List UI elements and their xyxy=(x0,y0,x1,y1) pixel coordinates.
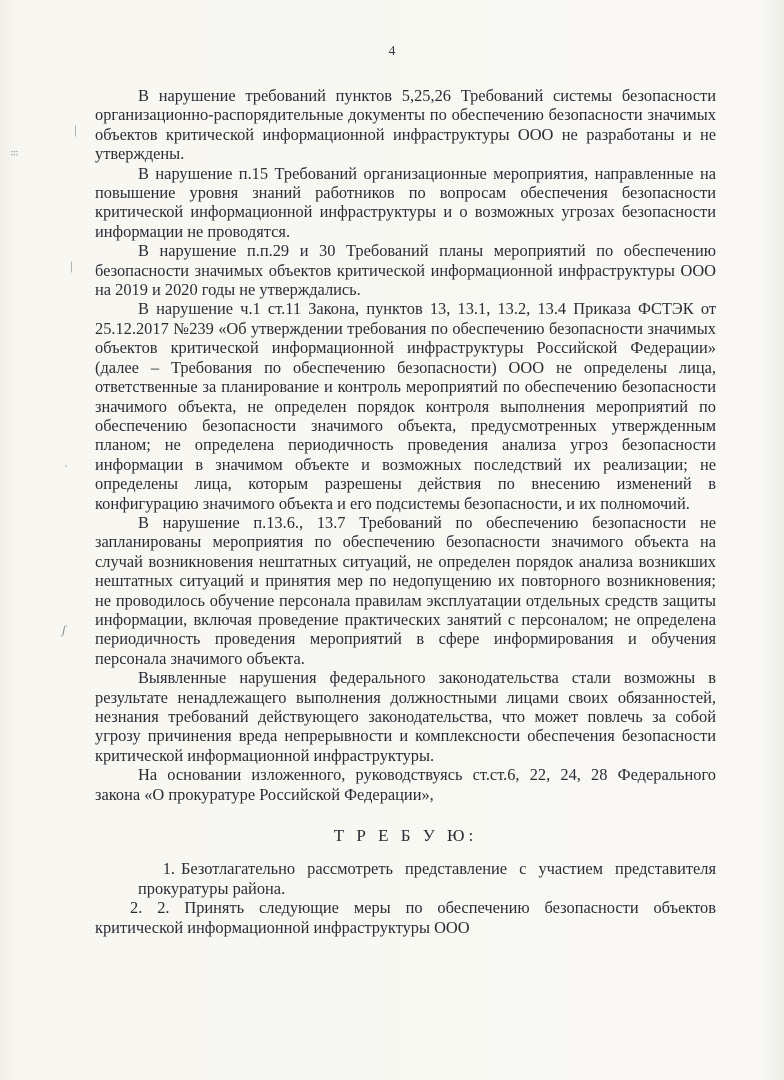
demand-heading: Т Р Е Б У Ю: xyxy=(333,826,478,846)
demand-item xyxy=(95,859,716,898)
margin-tick-mark: | xyxy=(74,122,77,137)
margin-tick-mark: | xyxy=(70,258,73,273)
demand-item xyxy=(95,898,716,937)
paragraph-violation-training: В нарушение п.15 Требований организационные мероприятия, направленные на повышение уровня знаний работников по вопросам обеспечения безопасности критической информационной инфраструктуры и о возможных угрозах безопасности информации не проводятся. xyxy=(95,163,716,241)
margin-hand-mark: ʃ xyxy=(62,622,66,637)
page-number: 4 xyxy=(388,44,396,59)
paragraph-violation-plans: В нарушение п.п.29 и 30 Требований планы мероприятий по обеспечению безопасности значимых объектов критической информационной инфраструктуры ООО на 2019 и 2020 годы не утверждались. xyxy=(95,241,716,300)
margin-scribble-mark: ⁝⁝ xyxy=(8,150,19,157)
paragraph-causes: Выявленные нарушения федерального законодательства стали возможны в результате ненадлежащего выполнения должностными лицами своих обязанностей, незнания требований действующего законодательства, что может повлечь за собой угрозу причинения вреда непрерывности и комплексности обеспечения безопасности критической информационной инфраструктуры. xyxy=(95,668,716,765)
margin-scribbles xyxy=(0,0,77,1080)
demand-number: 2. xyxy=(130,898,143,918)
demand-text: 2. Принять следующие меры по обеспечению безопасности объектов критической информационной инфраструктуры ООО xyxy=(95,898,716,937)
paragraph-violation-docs: В нарушение требований пунктов 5,25,26 Требований системы безопасности организационно-распорядительные документы по обеспечению безопасности значимых объектов критической информационной инфраструктуры ООО не разработаны и не утверждены. xyxy=(95,86,716,164)
document-body xyxy=(95,86,716,937)
demand-text: Безотлагательно рассмотреть представление с участием представителя прокуратуры района. xyxy=(138,859,716,898)
paragraph-legal-basis: На основании изложенного, руководствуясь ст.ст.6, 22, 24, 28 Федерального закона «О прокуратуре Российской Федерации», xyxy=(95,765,716,804)
paragraph-violation-incidents: В нарушение п.13.6., 13.7 Требований по обеспечению безопасности не запланированы мероприятия по обеспечению безопасности значимого объекта на случай возникновения нештатных ситуаций, не определен порядок анализа возникших нештатных ситуаций и принятия мер по недопущению их повторного возникновения; не проводилось обучение персонала правилам эксплуатации отдельных средств защиты информации, включая проведение практических занятий с персоналом; не определена периодичность проведения мероприятий в сфере информирования и обучения персонала значимого объекта. xyxy=(95,512,716,668)
demand-number: 1. xyxy=(162,859,175,879)
paragraph-violation-fstec: В нарушение ч.1 ст.11 Закона, пунктов 13, 13.1, 13.2, 13.4 Приказа ФСТЭК от 25.12.2017 №239 «Об утверждении требования по обеспечению безопасности значимых объектов критической информационной инфраструктуры Российской Федерации» (далее – Требования по обеспечению безопасности) ООО не определены лица, ответственные за планирование и контроль мероприятий по обеспечению безопасности значимого объекта, не определен порядок контроля выполнения мероприятий по обеспечению безопасности значимого объекта, предусмотренных утвержденным планом; не определена периодичность проведения анализа угроз безопасности информации в значимом объекте и возможных последствий их реализации; не определены лица, которым разрешены действия по внесению изменений в конфигурацию значимого объекта и его подсистемы безопасности, и их полномочий. xyxy=(95,299,716,513)
margin-hand-mark: ˌ xyxy=(64,452,69,467)
